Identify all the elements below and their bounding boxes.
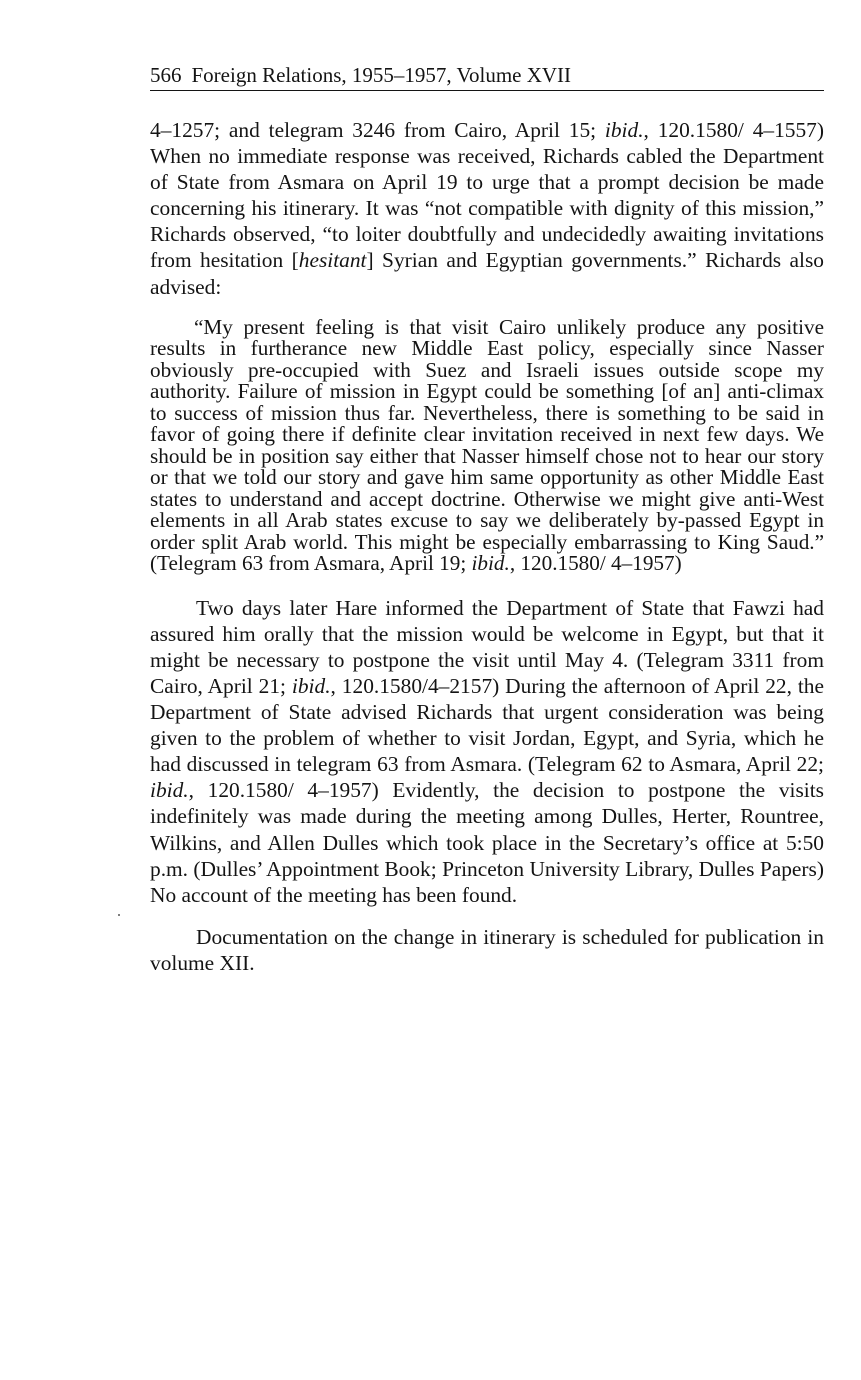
paragraph-1-ibid: ibid.	[604, 118, 644, 142]
paragraph-2-text-c: , 120.1580/ 4–1957) Evidently, the decision to postpone the visits indefinitely was made during the meeting among Dulles, Herter, Rountree, Wilkins, and Allen Dulles which took place in the Secretary’s office at 5:50 p.m. (Dulles’ Appointment Book; Princeton University Library, Dulles Papers) No account of the meeting has been found.	[150, 778, 824, 907]
paragraph-3-text: Documentation on the change in itinerary is scheduled for publication in volume XII.	[150, 924, 824, 975]
paragraph-2-ibid-2: ibid.	[150, 778, 189, 803]
paragraph-1-hesitant: hesitant	[298, 248, 367, 273]
block-quote-text-b: , 120.1580/ 4–1957)	[509, 551, 682, 576]
page-number: 566	[150, 63, 182, 87]
block-quote	[150, 314, 824, 576]
block-quote-ibid: ibid.	[471, 551, 510, 576]
document-page	[150, 60, 824, 976]
paragraph-2-ibid-1: ibid.	[291, 673, 331, 698]
paragraph-2-text-a: Two days later Hare informed the Department of State that Fawzi had assured him orally that the mission would be welcome in Egypt, but that it might be necessary to postpone the visit until May 4. (Telegram 3311 from Cairo, April 21;	[150, 595, 824, 698]
running-head-title: Foreign Relations, 1955–1957, Volume XVII	[191, 63, 572, 87]
paragraph-1-text-c: ] Syrian and Egyptian governments.” Richards also advised:	[150, 248, 824, 299]
paragraph-2	[150, 595, 824, 908]
paragraph-2-text-b: , 120.1580/4–2157) During the afternoon of April 22, the Department of State advised Richards that urgent consideration was being given to the problem of whether to visit Jordan, Egypt, and Syria, which he had discussed in telegram 63 from Asmara. (Telegram 62 to Asmara, April 22;	[150, 673, 824, 777]
running-head	[150, 60, 824, 91]
scan-speck	[118, 914, 120, 916]
paragraph-1-text-b: , 120.1580/ 4–1557) When no immediate response was received, Richards cabled the Department of State from Asmara on April 19 to urge that a prompt decision be made concerning his itinerary. It was “not compatible with dignity of this mission,” Richards observed, “to loiter doubtfully and undecidedly awaiting invitations from hesitation [	[150, 118, 824, 273]
paragraph-3	[150, 924, 824, 976]
paragraph-1-text-a: 4–1257; and telegram 3246 from Cairo, April 15;	[150, 118, 605, 142]
paragraph-1	[150, 117, 824, 300]
block-quote-text-a: “My present feeling is that visit Cairo unlikely produce any positive results in furtherance new Middle East policy, especially since Nasser obviously pre-occupied with Suez and Israeli issues outside scope my authority. Failure of mission in Egypt could be something [of an] anti-climax to success of mission thus far. Nevertheless, there is something to be said in favor of going there if definite clear invitation received in next few days. We should be in position say either that Nasser himself chose not to hear our story or that we told our story and gave him same opportunity as other Middle East states to understand and accept doctrine. Otherwise we might give anti-West elements in all Arab states excuse to say we deliberately by-passed Egypt in order split Arab world. This might be especially embarrassing to King Saud.” (Telegram 63 from Asmara, April 19;	[150, 314, 824, 576]
